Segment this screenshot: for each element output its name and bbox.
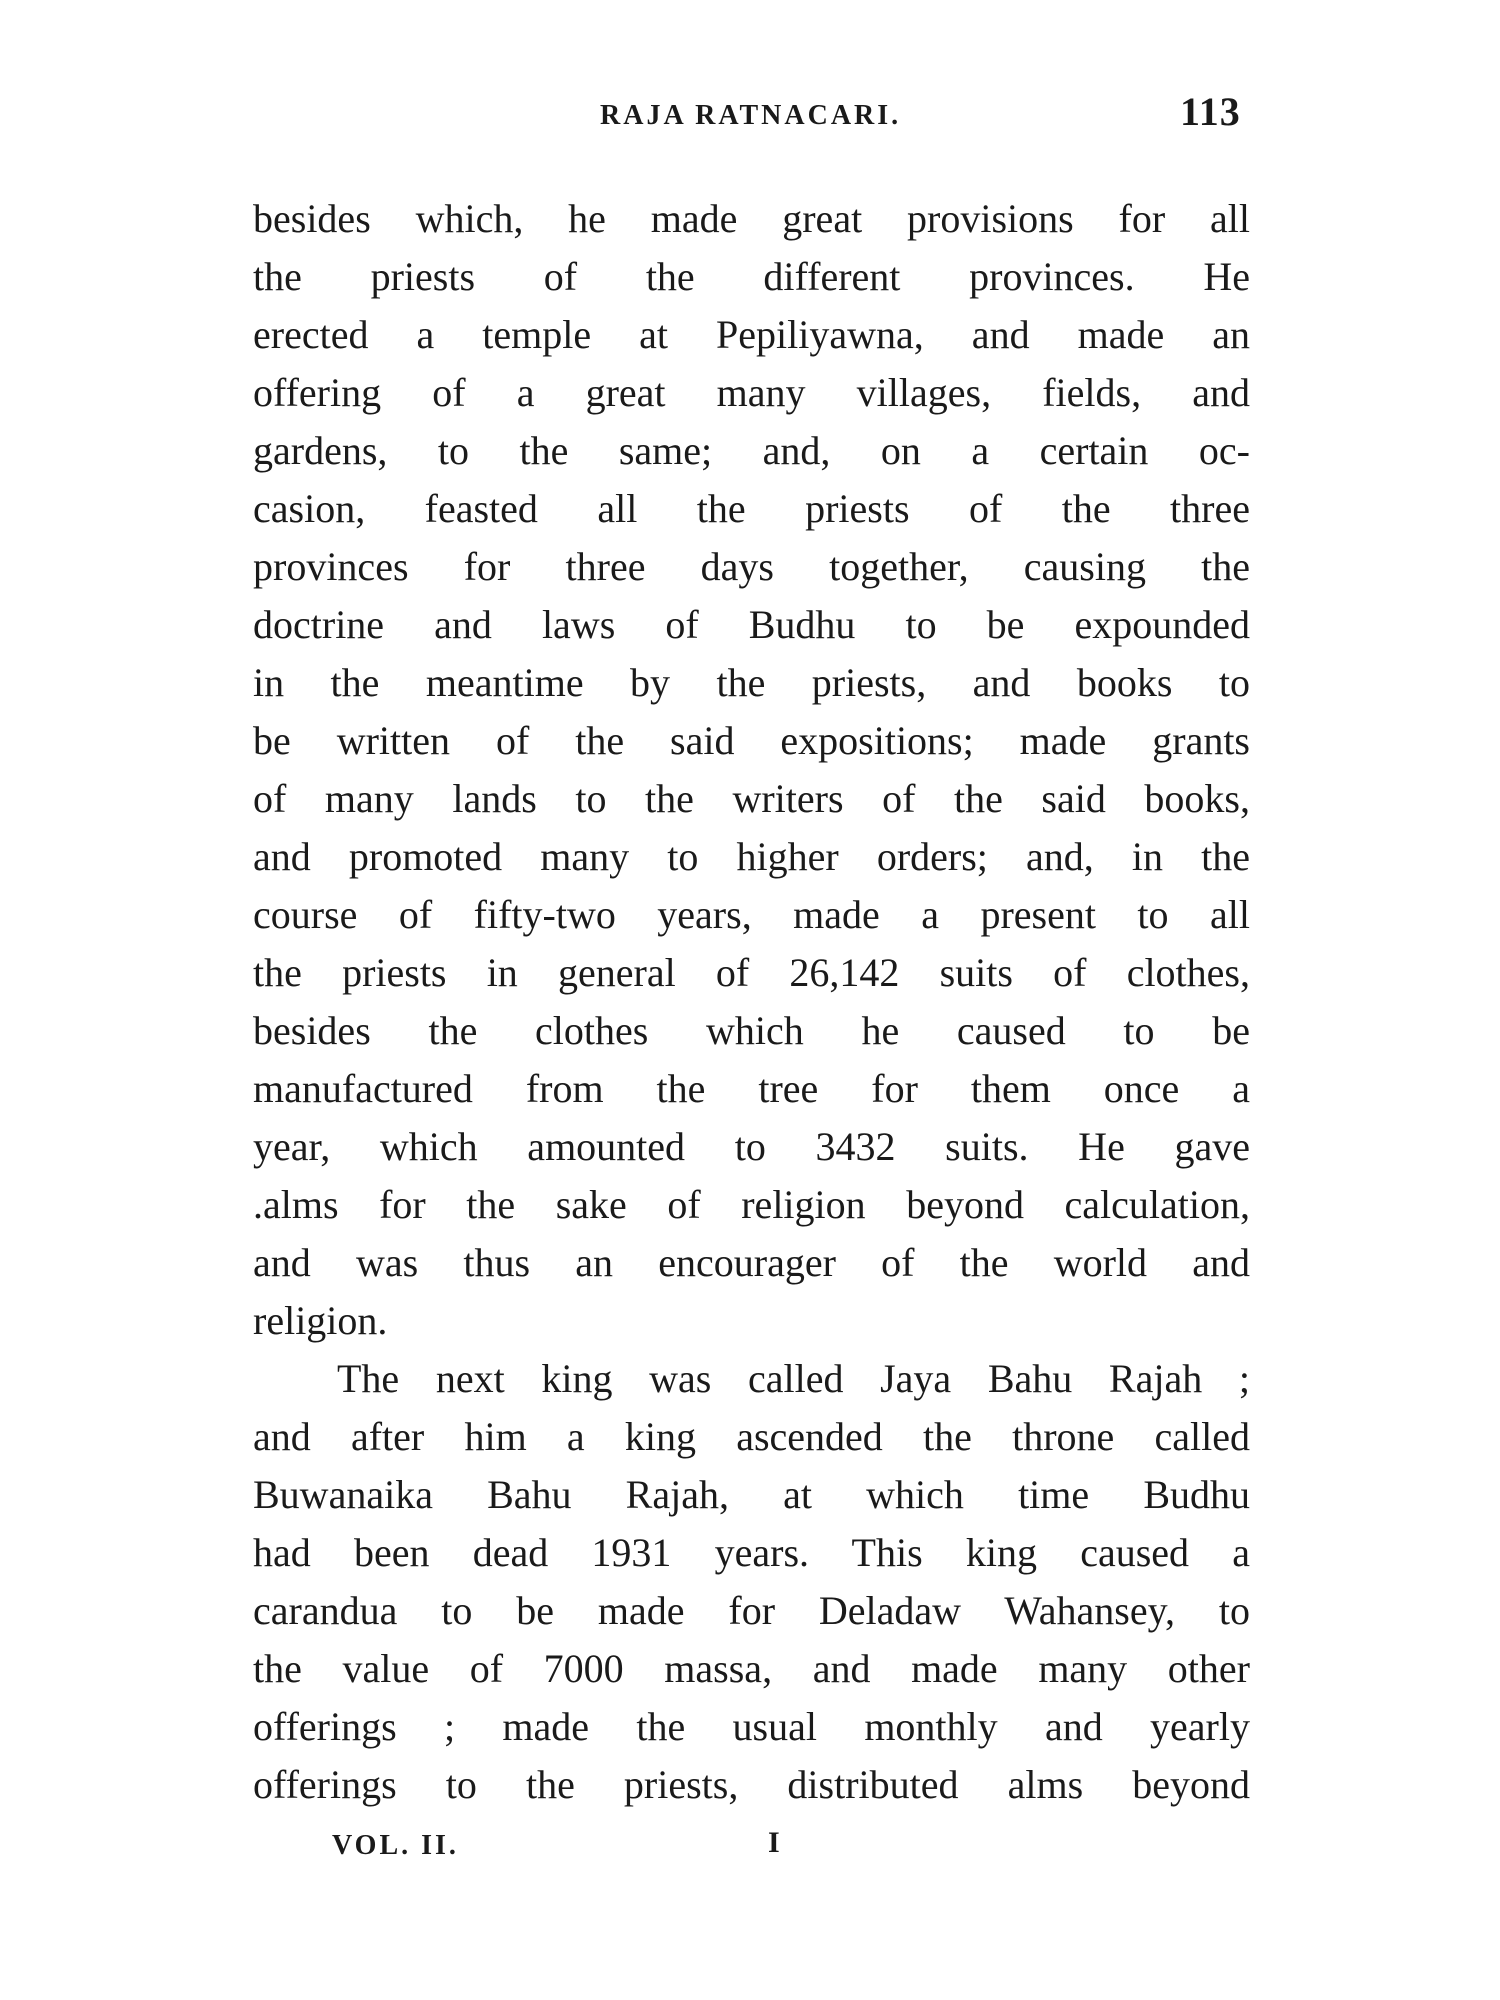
text-line: of many lands to the writers of the said books,	[253, 776, 1250, 821]
text-line: erected a temple at Pepiliyawna, and made an	[253, 312, 1250, 357]
text-line: manufactured from the tree for them once a	[253, 1066, 1250, 1111]
text-line: gardens, to the same; and, on a certain oc-	[253, 428, 1250, 473]
text-line: in the meantime by the priests, and books to	[253, 660, 1250, 705]
text-line: the priests in general of 26,142 suits of clothes,	[253, 950, 1250, 995]
text-line: The next king was called Jaya Bahu Rajah ;	[337, 1356, 1250, 1401]
text-line: offering of a great many villages, fields, and	[253, 370, 1250, 415]
text-line: had been dead 1931 years. This king caused a	[253, 1530, 1250, 1575]
text-line: offerings ; made the usual monthly and yearly	[253, 1704, 1250, 1749]
body-text	[253, 190, 1250, 1814]
text-line: religion.	[253, 1298, 388, 1343]
text-line: besides the clothes which he caused to be	[253, 1008, 1250, 1053]
text-line: the value of 7000 massa, and made many other	[253, 1646, 1250, 1691]
text-line: Buwanaika Bahu Rajah, at which time Budhu	[253, 1472, 1250, 1517]
text-line: and promoted many to higher orders; and, in the	[253, 834, 1250, 879]
volume-signature: VOL. II.	[332, 1830, 459, 1861]
gathering-mark: I	[768, 1826, 780, 1859]
running-head: RAJA RATNACARI.	[600, 100, 902, 131]
text-line: be written of the said expositions; made grants	[253, 718, 1250, 763]
text-line: casion, feasted all the priests of the three	[253, 486, 1250, 531]
text-line: and was thus an encourager of the world and	[253, 1240, 1250, 1285]
text-line: provinces for three days together, causing the	[253, 544, 1250, 589]
text-line: offerings to the priests, distributed alms beyond	[253, 1762, 1250, 1807]
text-line: carandua to be made for Deladaw Wahansey, to	[253, 1588, 1250, 1633]
text-line: year, which amounted to 3432 suits. He gave	[253, 1124, 1250, 1169]
text-line: doctrine and laws of Budhu to be expounded	[253, 602, 1250, 647]
text-line: .alms for the sake of religion beyond calculation,	[253, 1182, 1250, 1227]
text-line: course of fifty-two years, made a present to all	[253, 892, 1250, 937]
text-line: and after him a king ascended the throne called	[253, 1414, 1250, 1459]
text-line: besides which, he made great provisions for all	[253, 196, 1250, 241]
text-line: the priests of the different provinces. He	[253, 254, 1250, 299]
page-number: 113	[1180, 89, 1241, 134]
